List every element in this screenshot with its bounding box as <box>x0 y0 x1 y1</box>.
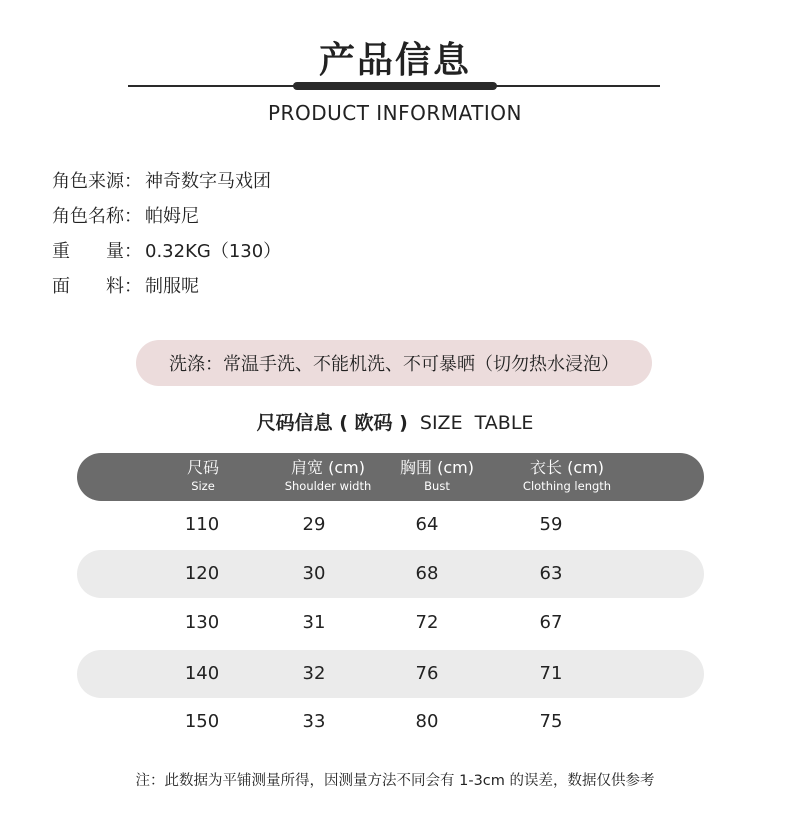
wash-instructions <box>136 340 652 386</box>
size-title-cn: 尺码信息 ( 欧码 ) <box>256 412 408 434</box>
info-row-fabric <box>52 272 199 298</box>
info-label: 面 料： <box>52 276 142 297</box>
cell-shoulder: 33 <box>302 711 326 732</box>
info-row-weight <box>52 237 281 263</box>
cell-length: 71 <box>539 663 563 684</box>
header-length-cn: 衣长 (cm) <box>530 458 604 477</box>
cell-size: 110 <box>184 514 220 535</box>
size-title-en: SIZE TABLE <box>419 412 534 434</box>
cell-size: 130 <box>184 612 220 633</box>
table-row <box>0 711 790 735</box>
cell-bust: 64 <box>415 514 439 535</box>
cell-shoulder: 32 <box>302 663 326 684</box>
cell-shoulder: 29 <box>302 514 326 535</box>
header-length <box>502 458 632 494</box>
page-subtitle: PRODUCT INFORMATION <box>268 101 522 125</box>
header-shoulder-cn: 肩宽 (cm) <box>291 458 365 477</box>
header-bust-en: Bust <box>424 479 450 493</box>
cell-length: 59 <box>539 514 563 535</box>
header-size-cn: 尺码 <box>186 458 219 477</box>
cell-bust: 76 <box>415 663 439 684</box>
info-label: 角色来源： <box>52 171 142 192</box>
page-title: 产品信息 <box>318 40 471 81</box>
cell-size: 120 <box>184 563 220 584</box>
footnote: 注：此数据为平铺测量所得，因测量方法不同会有 1-3cm 的误差，数据仅供参考 <box>135 773 655 789</box>
info-value: 制服呢 <box>145 276 199 297</box>
cell-shoulder: 30 <box>302 563 326 584</box>
info-label: 重 量： <box>52 241 142 262</box>
table-row <box>0 514 790 538</box>
table-row <box>0 612 790 636</box>
header-bust <box>372 458 502 494</box>
header-shoulder-en: Shoulder width <box>284 479 372 493</box>
header-bust-cn: 胸围 (cm) <box>400 458 474 477</box>
cell-size: 150 <box>184 711 220 732</box>
cell-size: 140 <box>184 663 220 684</box>
info-label: 角色名称： <box>52 206 142 227</box>
cell-shoulder: 31 <box>302 612 326 633</box>
cell-bust: 68 <box>415 563 439 584</box>
table-row <box>0 663 790 687</box>
info-value: 0.32KG（130） <box>145 241 282 262</box>
size-table-title <box>0 408 790 435</box>
table-row <box>0 563 790 587</box>
header-length-en: Clothing length <box>522 479 612 493</box>
wash-text: 洗涤：常温手洗、不能机洗、不可暴晒（切勿热水浸泡） <box>169 354 619 375</box>
info-value: 帕姆尼 <box>145 206 199 227</box>
cell-bust: 80 <box>415 711 439 732</box>
cell-length: 75 <box>539 711 563 732</box>
cell-bust: 72 <box>415 612 439 633</box>
info-row-source <box>52 167 271 193</box>
size-table-header <box>77 453 704 501</box>
header-size-en: Size <box>191 479 215 493</box>
cell-length: 63 <box>539 563 563 584</box>
cell-length: 67 <box>539 612 563 633</box>
header-size <box>138 458 268 494</box>
title-accent-bar <box>293 82 497 90</box>
info-value: 神奇数字马戏团 <box>145 171 271 192</box>
info-row-name <box>52 202 199 228</box>
